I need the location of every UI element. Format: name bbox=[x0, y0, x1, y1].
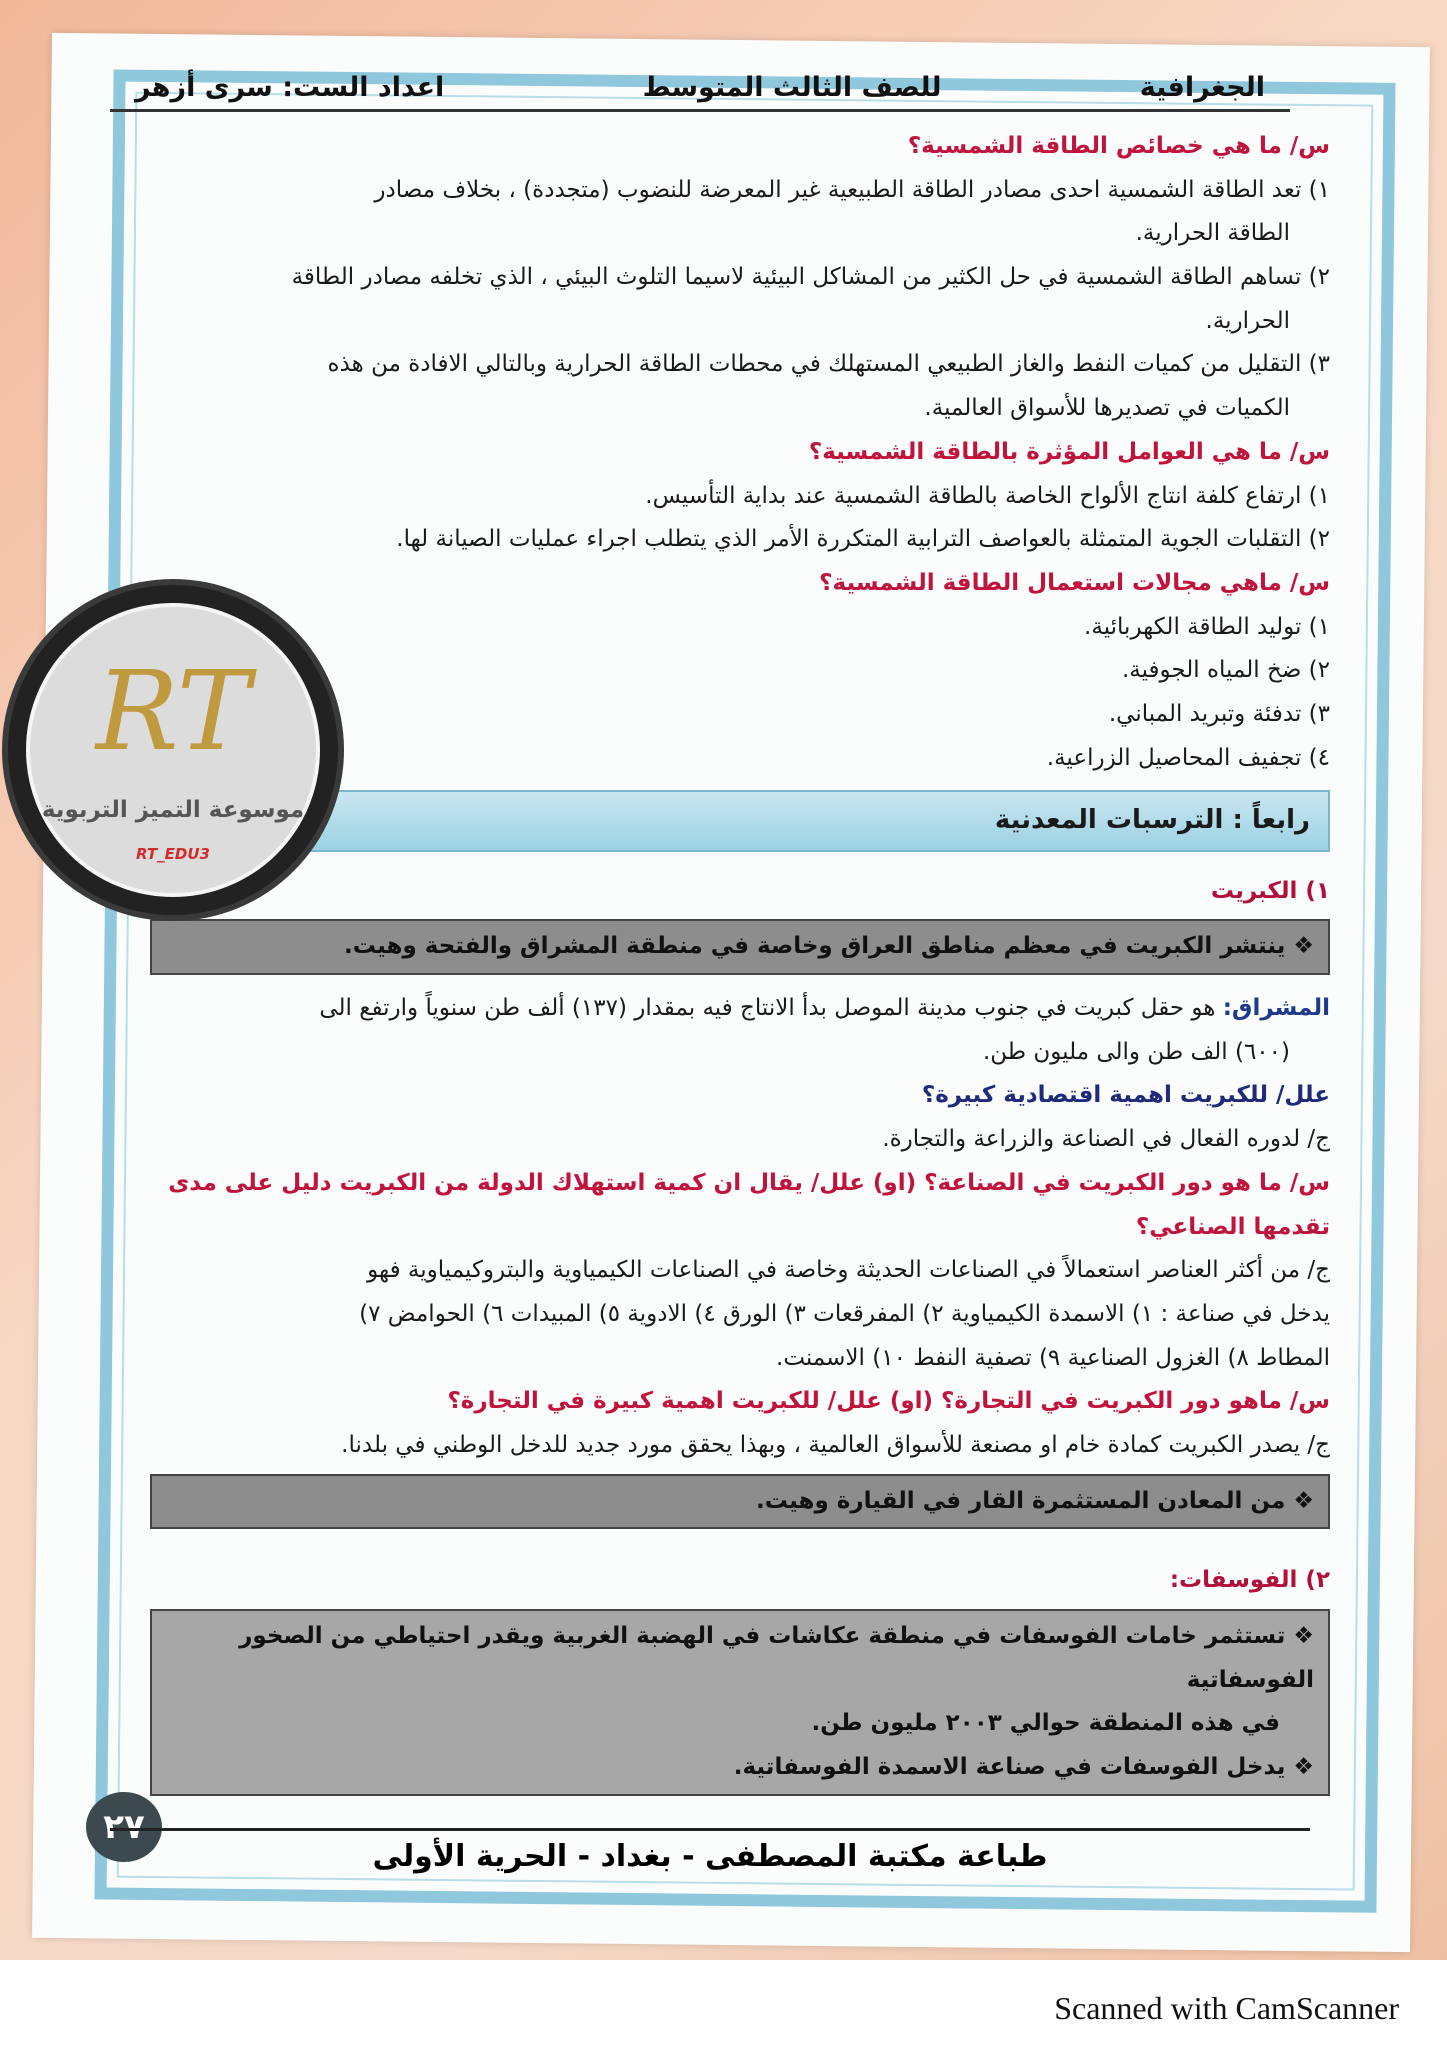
logo-mark: RT bbox=[95, 647, 251, 775]
answer-line: ٣) التقليل من كميات النفط والغاز الطبيعي المستهلك في محطات الطاقة الحرارية وبالتالي الافادة من هذه bbox=[327, 351, 1330, 378]
answer-line: الحرارية. bbox=[1205, 307, 1290, 334]
answer-line: ٣) تدفئة وتبريد المباني. bbox=[1108, 700, 1330, 727]
question-heading: س/ ماهي مجالات استعمال الطاقة الشمسية؟ bbox=[819, 569, 1330, 596]
question-heading-cont: تقدمها الصناعي؟ bbox=[1135, 1213, 1330, 1240]
grade-title: للصف الثالث المتوسط bbox=[642, 72, 942, 103]
answer-line: المطاط ٨) الغزول الصناعية ٩) تصفية النفط ١٠) الاسمنت. bbox=[776, 1344, 1330, 1371]
author-name: اعداد الست: سرى أزهر bbox=[135, 72, 445, 103]
answer-line: يدخل في صناعة : ١) الاسمدة الكيمياوية ٢) المفرقعات ٣) الورق ٤) الادوية ٥) المبيدات ٦) الحوامض ٧) bbox=[359, 1300, 1330, 1327]
subject-title: الجغرافية bbox=[1139, 72, 1265, 103]
answer-line: ١) توليد الطاقة الكهربائية. bbox=[1084, 613, 1330, 640]
page-header bbox=[110, 62, 1290, 112]
definition-cont: (٦٠٠) الف طن والى مليون طن. bbox=[982, 1038, 1290, 1065]
bullet-star-icon: ❖ bbox=[1293, 1487, 1314, 1514]
question-heading: س/ ما هو دور الكبريت في الصناعة؟ (او) علل/ يقال ان كمية استهلاك الدولة من الكبريت دليل على مدى bbox=[168, 1169, 1330, 1196]
answer-line: ١) ارتفاع كلفة انتاج الألواح الخاصة بالطاقة الشمسية عند بداية التأسيس. bbox=[645, 482, 1330, 509]
question-heading: س/ ما هي خصائص الطاقة الشمسية؟ bbox=[907, 133, 1330, 159]
answer-line: الكميات في تصديرها للأسواق العالمية. bbox=[924, 395, 1290, 422]
answer-line: ٢) ضخ المياه الجوفية. bbox=[1121, 657, 1330, 684]
page-number: ٢٧ bbox=[86, 1792, 162, 1862]
definition: المشراق: هو حقل كبريت في جنوب مدينة الموصل بدأ الانتاج فيه بمقدار (١٣٧) ألف طن سنوياً وارتفع الى bbox=[319, 995, 1330, 1022]
subsection-title: ١) الكبريت bbox=[1210, 877, 1330, 904]
publisher-logo bbox=[8, 585, 338, 915]
answer-line: الطاقة الحرارية. bbox=[1135, 220, 1290, 247]
note-box: ❖من المعادن المستثمرة القار في القيارة وهيت. bbox=[150, 1474, 1330, 1530]
answer-line: ٢) تساهم الطاقة الشمسية في حل الكثير من المشاكل البيئية لاسيما التلوث البيئي ، الذي تخلفه مصادر الطاقة bbox=[291, 264, 1330, 291]
page-content bbox=[150, 125, 1330, 1802]
note-box: ❖تستثمر خامات الفوسفات في منطقة عكاشات في الهضبة الغربية ويقدر احتياطي من الصخور الفوسفاتية في هذه المنطقة حوالي ٢٠٠٣ مليون طن. ❖يدخل الفوسفات في صناعة الاسمدة الفوسفاتية. bbox=[150, 1609, 1330, 1796]
question-heading: س/ ما هي العوامل المؤثرة بالطاقة الشمسية؟ bbox=[808, 438, 1330, 465]
answer-line: ١) تعد الطاقة الشمسية احدى مصادر الطاقة الطبيعية غير المعرضة للنضوب (متجددة) ، بخلاف مصادر bbox=[374, 176, 1330, 203]
answer-line: ٤) تجفيف المحاصيل الزراعية. bbox=[1046, 744, 1330, 771]
bullet-star-icon: ❖ bbox=[1293, 1754, 1314, 1781]
note-box: ❖ينتشر الكبريت في معظم مناطق العراق وخاصة في منطقة المشراق والفتحة وهيت. bbox=[150, 919, 1330, 975]
term-label: المشراق: bbox=[1222, 995, 1330, 1022]
answer-line: ج/ لدوره الفعال في الصناعة والزراعة والتجارة. bbox=[882, 1126, 1330, 1153]
answer-line: ٢) التقلبات الجوية المتمثلة بالعواصف الترابية المتكررة الأمر الذي يتطلب اجراء عمليات الصيانة لها. bbox=[396, 526, 1330, 553]
answer-line: ج/ من أكثر العناصر استعمالاً في الصناعات الحديثة وخاصة في الصناعات الكيمياوية والبتروكيمياوية فهو bbox=[367, 1257, 1330, 1284]
logo-name: موسوعة التميز التربوية bbox=[41, 797, 305, 823]
scanner-watermark: Scanned with CamScanner bbox=[1054, 1990, 1399, 2026]
bullet-star-icon: ❖ bbox=[1293, 1623, 1314, 1650]
section-heading: رابعاً : الترسبات المعدنية bbox=[150, 790, 1330, 851]
logo-handle: RT_EDU3 bbox=[136, 845, 210, 863]
why-heading: علل/ للكبريت اهمية اقتصادية كبيرة؟ bbox=[921, 1082, 1330, 1109]
question-heading: س/ ماهو دور الكبريت في التجارة؟ (او) علل/ للكبريت اهمية كبيرة في التجارة؟ bbox=[447, 1388, 1330, 1415]
subsection-title: ٢) الفوسفات: bbox=[1169, 1567, 1330, 1594]
bullet-star-icon: ❖ bbox=[1293, 933, 1314, 960]
answer-line: ج/ يصدر الكبريت كمادة خام او مصنعة للأسواق العالمية ، وبهذا يحقق مورد جديد للدخل الوطني في بلدنا. bbox=[341, 1431, 1330, 1458]
page-footer: طباعة مكتبة المصطفى - بغداد - الحرية الأولى bbox=[110, 1828, 1310, 1874]
